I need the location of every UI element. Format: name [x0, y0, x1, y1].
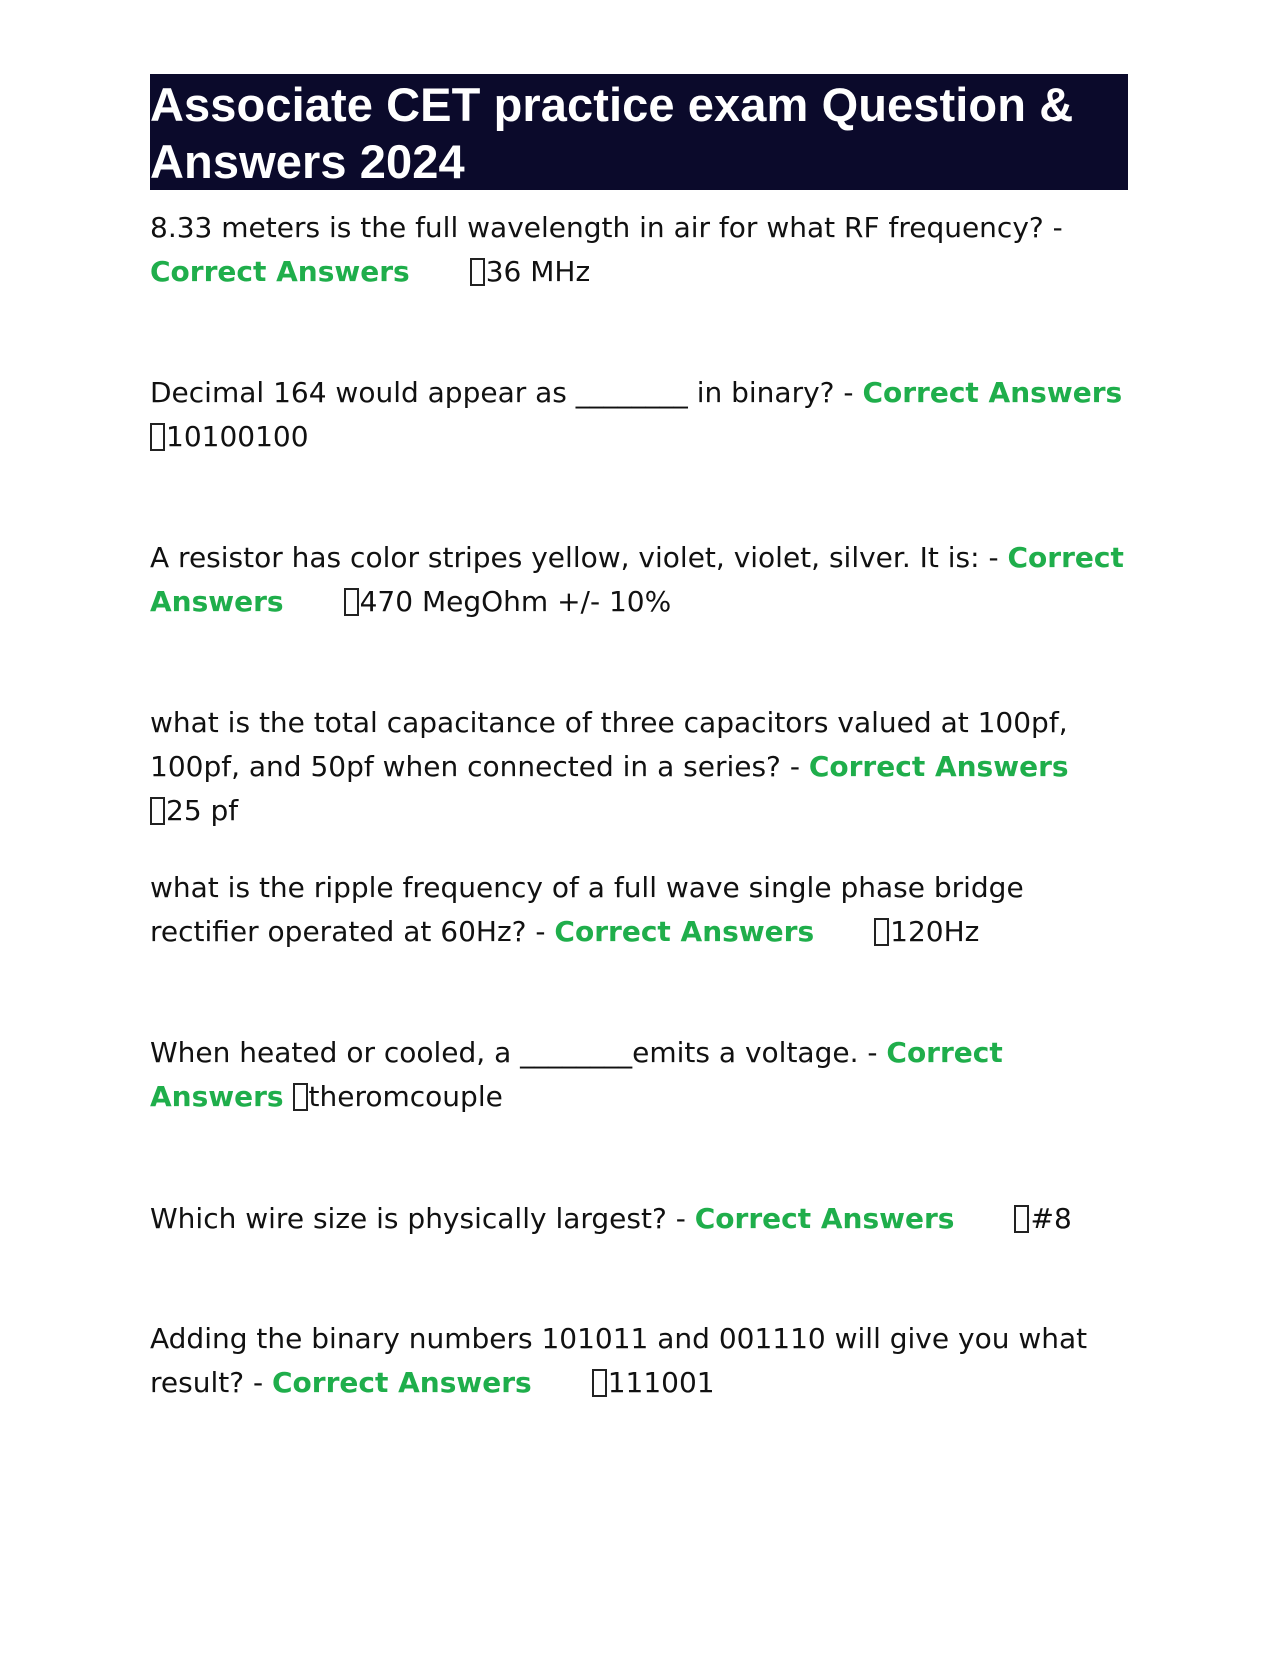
checkbox-glyph-icon [150, 797, 165, 825]
checkbox-glyph-icon [1014, 1205, 1029, 1233]
answer-text: 36 MHz [485, 255, 591, 288]
answer-text: theromcouple [308, 1080, 503, 1113]
checkbox-glyph-icon [874, 918, 889, 946]
checkbox-glyph-icon [470, 258, 485, 286]
separator: - [834, 376, 863, 409]
qa-item [150, 1197, 1140, 1241]
answer-text: 10100100 [166, 420, 309, 453]
separator: - [666, 1202, 695, 1235]
answer-text: 25 pf [166, 794, 239, 827]
separator: - [979, 541, 1008, 574]
separator: - [244, 1366, 272, 1399]
qa-item [150, 536, 1140, 624]
question-text: Which wire size is physically largest? [150, 1202, 667, 1235]
answer-text: #8 [1030, 1202, 1072, 1235]
checkbox-glyph-icon [344, 588, 359, 616]
question-text: what is the ripple frequency of a full wave single phase bridge rectifier operated at 60Hz? [150, 871, 1024, 948]
correct-answers-label: Correct Answers [150, 1036, 1003, 1113]
checkbox-glyph-icon [293, 1083, 308, 1111]
title-banner [150, 74, 1128, 190]
correct-answers-label: Correct Answers [862, 376, 1123, 409]
checkbox-glyph-icon [592, 1369, 607, 1397]
qa-item [150, 1031, 1140, 1119]
answer-text: 470 MegOhm +/- 10% [359, 585, 672, 618]
correct-answers-label: Correct Answers [150, 255, 410, 288]
qa-item [150, 371, 1140, 459]
separator: - [526, 915, 555, 948]
correct-answers-label: Correct Answers [694, 1202, 955, 1235]
separator: - [780, 750, 809, 783]
question-text: 8.33 meters is the full wavelength in air for what RF frequency? [150, 211, 1044, 244]
question-text: A resistor has color stripes yellow, violet, violet, silver. It is: [150, 541, 980, 574]
correct-answers-label: Correct Answers [808, 750, 1069, 783]
qa-item [150, 1317, 1140, 1405]
answer-text: 120Hz [890, 915, 980, 948]
correct-answers-label: Correct Answers [554, 915, 815, 948]
answer-text: 111001 [607, 1366, 715, 1399]
correct-answers-label: Correct Answers [150, 541, 1124, 618]
question-text: Adding the binary numbers 101011 and 001110 will give you what result? [150, 1322, 1088, 1399]
correct-answers-label: Correct Answers [271, 1366, 532, 1399]
qa-item [150, 701, 1140, 833]
qa-item [150, 866, 1140, 954]
question-text: When heated or cooled, a ________emits a voltage. [150, 1036, 859, 1069]
document-title: Associate CET practice exam Question & Answers 2024 [150, 78, 1074, 188]
question-text: what is the total capacitance of three capacitors valued at 100pf, 100pf, and 50pf when connected in a series? [150, 706, 1068, 783]
checkbox-glyph-icon [150, 423, 165, 451]
qa-item [150, 206, 1140, 294]
question-text: Decimal 164 would appear as ________ in binary? [150, 376, 835, 409]
separator: - [858, 1036, 887, 1069]
separator: - [1043, 211, 1063, 244]
